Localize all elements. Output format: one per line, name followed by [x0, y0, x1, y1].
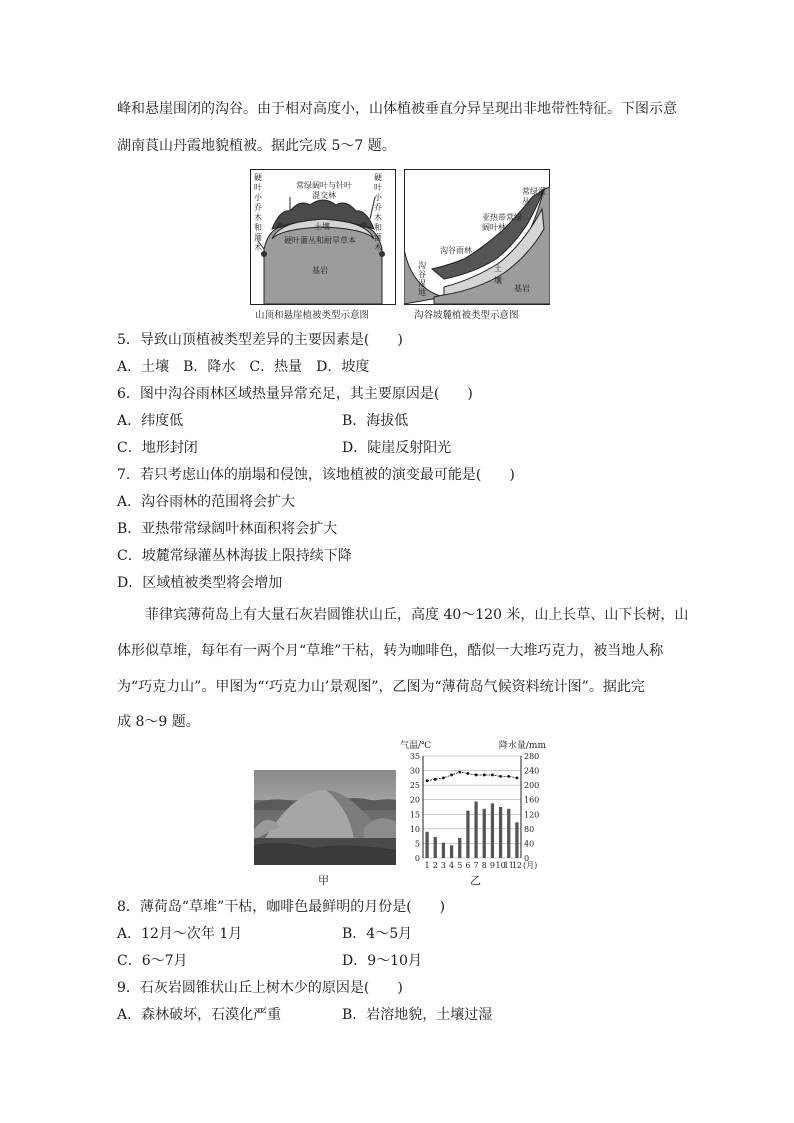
left-axis-title: 气温/℃	[400, 741, 432, 751]
precip-bar	[450, 845, 453, 858]
temperature-point	[442, 776, 445, 779]
temperature-point	[499, 775, 502, 778]
month-tick-label: 10	[495, 861, 506, 870]
left-tick-label: 35	[409, 752, 420, 761]
temperature-point	[483, 774, 486, 777]
precip-bar	[425, 832, 428, 858]
month-tick-label: 7	[473, 861, 479, 870]
label-bedrock-right: 基岩	[514, 284, 530, 293]
passage2-line-2: 体形似草堆，每年有一两个月“草堆”干枯，转为咖啡色，酷似一大堆巧克力，被当地人称	[117, 643, 664, 659]
q8-option-d: D．9～10月	[342, 953, 422, 969]
precip-bar	[499, 807, 502, 858]
climate-chart	[398, 738, 548, 878]
left-tick-label: 10	[409, 824, 420, 834]
chart-caption: 乙	[470, 874, 481, 887]
climate-chart-svg	[398, 738, 548, 878]
q6-option-b: B．海拔低	[342, 413, 409, 429]
label-hard-left: 硬叶小乔木和灌木	[254, 173, 262, 252]
precip-bar	[442, 843, 445, 858]
right-axis-title: 降水量/mm	[498, 741, 546, 751]
figure1-right-caption: 沟谷坡麓植被类型示意图	[414, 310, 519, 321]
month-tick-label: 9	[489, 861, 495, 870]
right-tick-label: 240	[524, 766, 540, 776]
temperature-point	[507, 775, 510, 778]
temperature-point	[491, 774, 494, 777]
label-soil-left: 土壤	[314, 222, 330, 231]
q6-option-a: A．纬度低	[117, 413, 184, 429]
label-subtropical-forest: 亚热带常绿阔叶林	[482, 213, 522, 232]
passage2-line-4: 成 8～9 题。	[117, 714, 200, 730]
precip-bar	[458, 838, 461, 858]
label-cliff-shrub: 硬叶灌丛和耐旱草本	[284, 236, 356, 245]
passage2-line-3: 为“巧克力山”。甲图为“‘巧克力山’景观图”，乙图为“薄荷岛气候资料统计图”。据此完	[117, 679, 645, 695]
month-tick-label: 5	[457, 861, 463, 870]
q9-option-a: A．森林破坏，石漠化严重	[117, 1007, 282, 1023]
photo-caption: 甲	[318, 874, 329, 887]
left-tick-label: 25	[409, 781, 420, 791]
figure1-left-caption: 山顶和悬崖植被类型示意图	[255, 310, 370, 321]
month-tick-label: 8	[481, 861, 487, 870]
precip-bar	[483, 809, 486, 858]
right-tick-label: 160	[524, 795, 540, 805]
q7-option-b: B．亚热带常绿阔叶林面积将会扩大	[117, 521, 338, 537]
temperature-point	[516, 776, 519, 779]
q7-option-d: D．区域植被类型将会增加	[117, 575, 283, 591]
right-tick-label: 280	[524, 752, 540, 761]
label-soil-right: 土壤	[494, 264, 502, 285]
label-evergreen-shrub: 常绿灌丛	[522, 187, 546, 206]
precip-bar	[466, 811, 469, 858]
q7-option-c: C．坡麓常绿灌丛林海拔上限持续下降	[117, 548, 352, 564]
label-mixed-forest: 常绿阔叶与针叶混交林	[296, 181, 352, 200]
precip-bar	[434, 837, 437, 858]
temperature-point	[458, 771, 461, 774]
left-tick-label: 30	[409, 766, 420, 776]
label-bedrock-left: 基岩	[312, 266, 328, 275]
q7-option-a: A．沟谷雨林的范围将会扩大	[117, 494, 296, 510]
temperature-point	[426, 779, 429, 782]
month-tick-label: 2	[432, 861, 438, 870]
chocolate-hills-photo	[254, 770, 396, 865]
temperature-point	[450, 774, 453, 777]
right-tick-label: 40	[524, 839, 535, 849]
right-tick-label: 200	[524, 781, 540, 791]
month-tick-label: 3	[440, 861, 446, 870]
valley-slope-diagram	[404, 169, 550, 305]
precip-bar	[474, 802, 477, 858]
temperature-line	[427, 772, 517, 781]
right-tick-label: 0	[524, 854, 530, 863]
label-hard-right: 硬叶小乔木和灌木	[374, 173, 382, 252]
q6-stem: 6．图中沟谷雨林区域热量异常充足，其主要原因是( )	[117, 386, 473, 402]
q9-stem: 9．石灰岩圆锥状山丘上树木少的原因是( )	[117, 980, 403, 996]
x-axis-label: (月)	[523, 861, 538, 870]
temperature-point	[475, 774, 478, 777]
q8-option-b: B．4～5月	[342, 926, 413, 942]
q7-stem: 7．若只考虑山体的崩塌和侵蚀，该地植被的演变最可能是( )	[117, 467, 515, 483]
left-tick-label: 15	[409, 810, 420, 820]
left-tick-label: 0	[414, 854, 420, 863]
label-valley-rainforest: 沟谷雨林	[440, 246, 472, 255]
summit-cliff-diagram	[250, 169, 396, 305]
passage2-line-1: 菲律宾薄荷岛上有大量石灰岩圆锥状山丘，高度 40～120 米，山上长草、山下长树，山	[145, 607, 689, 623]
q5-stem: 5．导致山顶植被类型差异的主要因素是( )	[117, 332, 403, 348]
month-tick-label: 1	[424, 861, 430, 870]
left-tick-label: 20	[409, 795, 420, 805]
temperature-point	[434, 778, 437, 781]
q9-option-b: B．岩溶地貌，土壤过湿	[342, 1007, 493, 1023]
precip-bar	[515, 822, 518, 858]
q6-option-d: D．陡崖反射阳光	[342, 440, 452, 456]
precip-bar	[491, 803, 494, 858]
intro-line-2: 湖南莨山丹霞地貌植被。据此完成 5～7 题。	[117, 138, 396, 154]
temperature-point	[467, 772, 470, 775]
month-tick-label: 11	[503, 861, 514, 870]
q8-stem: 8．薄荷岛“草堆”干枯，咖啡色最鲜明的月份是( )	[117, 899, 446, 915]
left-tick-label: 5	[414, 839, 420, 849]
q5-options: A．土壤 B．降水 C．热量 D．坡度	[117, 359, 370, 375]
month-tick-label: 4	[449, 861, 455, 870]
q6-option-c: C．地形封闭	[117, 440, 198, 456]
month-tick-label: 12	[511, 861, 523, 870]
month-tick-label: 6	[465, 861, 471, 870]
precip-bar	[507, 809, 510, 858]
right-tick-label: 120	[524, 810, 540, 820]
q8-option-a: A．12月～次年 1月	[117, 926, 243, 942]
label-valley-swamp: 沟谷湿地	[418, 261, 426, 297]
q8-option-c: C．6～7月	[117, 953, 188, 969]
right-tick-label: 80	[524, 824, 535, 834]
intro-line-1: 峰和悬崖围闭的沟谷。由于相对高度小，山体植被垂直分异呈现出非地带性特征。下图示意	[117, 101, 677, 117]
